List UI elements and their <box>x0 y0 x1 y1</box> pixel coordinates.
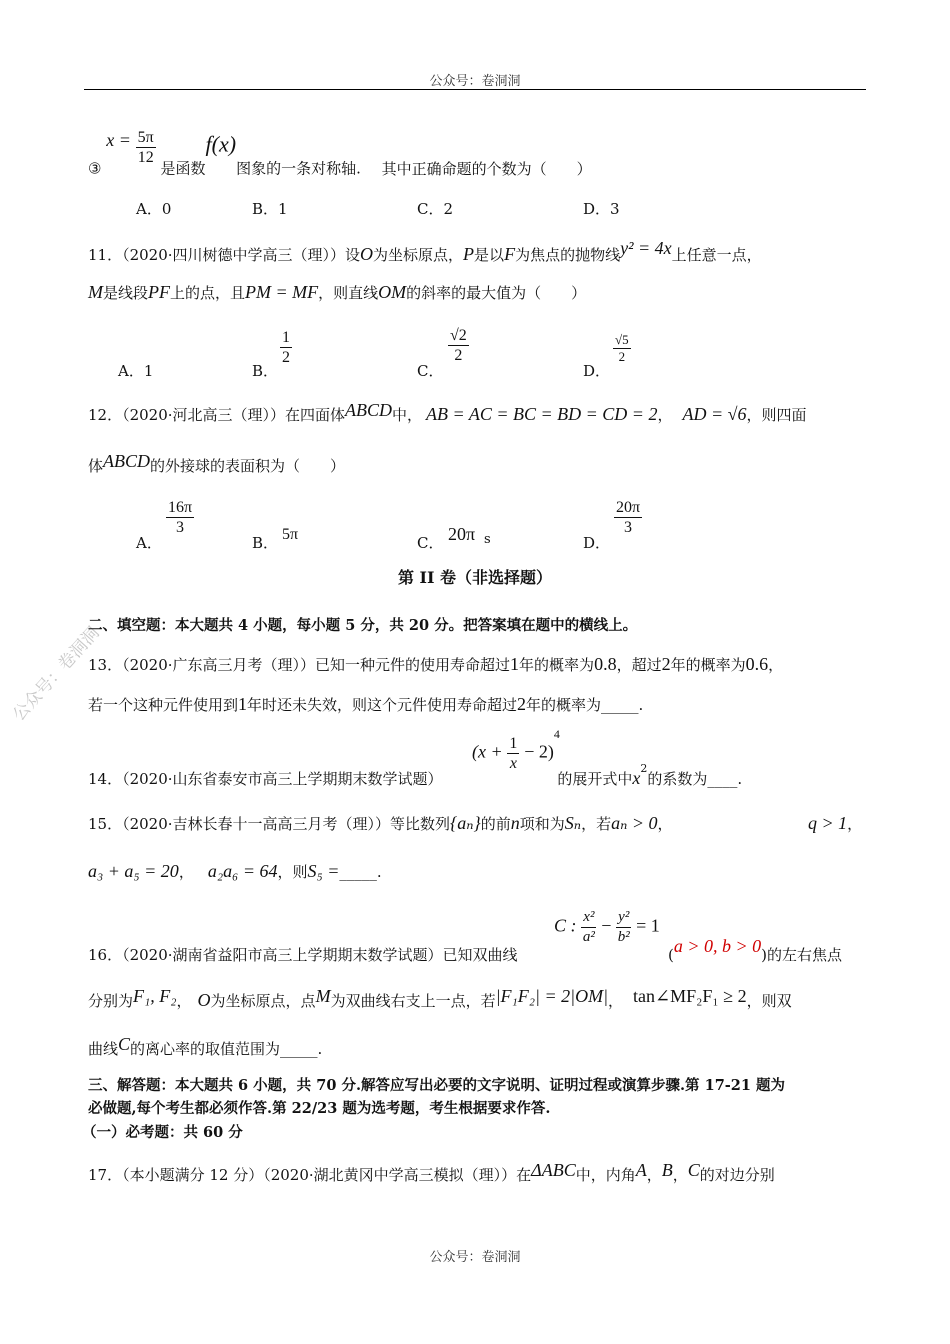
page-header: 公众号：卷洞洞 <box>429 74 521 89</box>
q10-option-a: A．0 <box>136 200 172 218</box>
part2-title: 第 II 卷（非选择题） <box>397 568 553 587</box>
q15-line1: 15．（2020·吉林长春十一高高三月考（理））等比数列{aₙ}的前n项和为Sₙ，若aₙ > 0， <box>88 813 673 833</box>
fraction-1-2: $\frac{1}{2}$ <box>282 329 290 366</box>
q17-line1: 17．（本小题满分 12 分）（2020·湖北黄冈中学高三模拟（理））在ΔABC中，内角A，B，C的对边分别 <box>88 1160 775 1184</box>
q10-option-b: B．1 <box>252 200 288 218</box>
q15-q-condition: q > 1， <box>808 813 863 833</box>
fraction-sqrt5-2: $\frac{√5}{2}$ <box>615 332 629 364</box>
section3-line2: 必做题,每个考生都必须作答.第 22/23 题为选考题，考生根据要求作答. <box>88 1100 551 1117</box>
section3-line1: 三、解答题：本大题共 6 小题，共 70 分.解答应写出必要的文字说明、证明过程或演算步骤.第 17-21 题为 <box>88 1077 786 1094</box>
page-footer: 公众号：卷洞洞 <box>429 1250 521 1265</box>
watermark: 公众号：卷洞洞 <box>9 623 104 726</box>
q10-option-c: C．2 <box>417 200 454 218</box>
q11-line2: M是线段PF上的点，且PM = MF，则直线OM的斜率的最大值为（ ） <box>88 282 587 302</box>
fraction-5pi-12: $\frac{5\pi}{12}$ <box>137 129 154 166</box>
q16-condition: (a > 0, b > 0)的左右焦点 <box>668 936 843 964</box>
q16-line3: 曲线C的离心率的取值范围为_____. <box>88 1034 323 1058</box>
fraction-sqrt2-2: $\frac{√2}{2}$ <box>450 327 467 364</box>
q12-line1: 12．（2020·河北高三（理））在四面体ABCD中， AB = AC = BC = BD = CD = 2， AD = √6，则四面 <box>88 400 807 424</box>
q10-item3: ③ x = $\frac{5\pi}{12}$ 是函数f(x)图象的一条对称轴. 其中正确命题的个数为（ ） <box>88 129 592 178</box>
section2-heading: 二、填空题：本大题共 4 小题，每小题 5 分，共 20 分。把答案填在题中的横线上。 <box>88 617 638 634</box>
q10-option-d: D．3 <box>583 200 620 218</box>
header-divider <box>84 89 866 90</box>
q13-line2: 若一个这种元件使用到1年时还未失效，则这个元件使用寿命超过2年的概率为_____. <box>88 694 644 714</box>
q13-line1: 13．（2020·广东高三月考（理））已知一种元件的使用寿命超过1年的概率为0.8，超过2年的概率为0.6， <box>88 654 784 674</box>
q14-expression: (x + $\frac{1}{x}$ − 2)$^4$ <box>472 726 560 772</box>
q11-line1: 11．（2020·四川树德中学高三（理））设O为坐标原点，P是以F为焦点的抛物线y² = 4x上任意一点， <box>88 238 762 264</box>
q15-line2: a₃ + a₅ = 20， a₂a₆ = 64，则S₅ =_____. <box>88 861 382 881</box>
fraction-20pi-3: $\frac{20\pi}{3}$ <box>616 499 641 536</box>
q16-line1: 16．（2020·湖南省益阳市高三上学期期末数学试题）已知双曲线 <box>88 946 518 964</box>
q16-hyperbola: C : $\frac{\text{x²}}{\text{a²}}$ − $\frac{\text{y²}}{\text{b²}}$ = 1 <box>554 909 660 945</box>
q14-text: 14．（2020·山东省泰安市高三上学期期末数学试题） 的展开式中$x^2$的系数为____. <box>88 762 743 788</box>
q12-line2: 体ABCD的外接球的表面积为（ ） <box>88 451 346 475</box>
fraction-16pi-3: $\frac{16\pi}{3}$ <box>168 499 193 536</box>
section3-line3: （一）必考题：共 60 分 <box>82 1124 243 1141</box>
q16-line2: 分别为F₁, F₂， O为坐标原点，点M为双曲线右支上一点，若|F₁F₂| = 2|OM|， tan∠MF₂F₁ ≥ 2，则双 <box>88 986 792 1010</box>
